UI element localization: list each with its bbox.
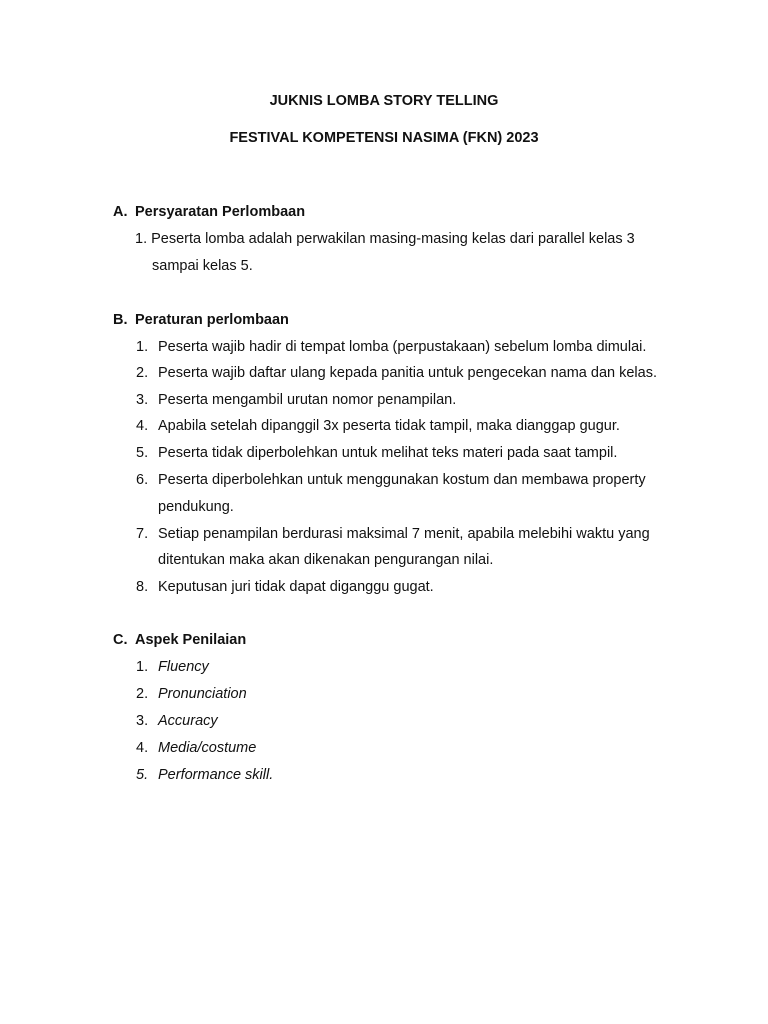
list-item [136, 740, 256, 756]
section-title: Peraturan perlombaan [135, 312, 289, 328]
item-text: Pronunciation [158, 686, 247, 702]
item-number: 4. [136, 740, 149, 756]
item-text: Setiap penampilan berdurasi maksimal 7 menit, apabila melebihi waktu yang [158, 526, 650, 542]
section-title: Aspek Penilaian [135, 632, 247, 648]
list-item [136, 526, 650, 542]
section-heading-c [113, 632, 246, 648]
list-item [136, 713, 218, 729]
section-title: Persyaratan Perlombaan [135, 204, 306, 220]
list-item-continuation: sampai kelas 5. [152, 258, 253, 274]
list-item [136, 339, 646, 355]
list-item [136, 767, 273, 783]
section-letter: A. [113, 204, 128, 220]
list-item-continuation: pendukung. [158, 499, 234, 515]
item-number: 2. [136, 365, 149, 381]
item-text: Keputusan juri tidak dapat diganggu gugat. [158, 579, 434, 595]
item-text: Accuracy [158, 713, 218, 729]
item-number: 1. [136, 339, 149, 355]
item-text: Peserta mengambil urutan nomor penampilan. [158, 392, 457, 408]
item-text: Media/costume [158, 740, 257, 756]
item-text: Fluency [158, 659, 209, 675]
document-title: JUKNIS LOMBA STORY TELLING [269, 93, 499, 109]
item-number: 3. [136, 392, 149, 408]
section-letter: B. [113, 312, 128, 328]
item-number: 3. [136, 713, 149, 729]
item-number: 1. [136, 659, 149, 675]
list-item [136, 418, 620, 434]
list-item [136, 472, 646, 488]
list-item [136, 579, 434, 595]
document-subtitle: FESTIVAL KOMPETENSI NASIMA (FKN) 2023 [229, 130, 539, 146]
item-text: Peserta diperbolehkan untuk menggunakan kostum dan membawa property [158, 472, 646, 488]
item-text: Peserta lomba adalah perwakilan masing-masing kelas dari parallel kelas 3 [151, 231, 635, 247]
list-item [136, 686, 247, 702]
item-number: 7. [136, 526, 149, 542]
item-text: Peserta tidak diperbolehkan untuk melihat teks materi pada saat tampil. [158, 445, 618, 461]
item-number: 8. [136, 579, 149, 595]
item-text: Performance skill. [158, 767, 274, 783]
section-heading-a [113, 204, 305, 220]
list-item [135, 231, 635, 247]
section-letter: C. [113, 632, 128, 648]
item-text: Apabila setelah dipanggil 3x peserta tidak tampil, maka dianggap gugur. [158, 418, 620, 434]
list-item [136, 365, 657, 381]
list-item [136, 445, 617, 461]
item-number: 4. [136, 418, 149, 434]
item-number: 5. [136, 445, 149, 461]
item-number: 1. [135, 231, 148, 247]
item-number: 5. [136, 767, 149, 783]
list-item-continuation: ditentukan maka akan dikenakan pengurangan nilai. [158, 552, 494, 568]
item-number: 2. [136, 686, 149, 702]
item-text: Peserta wajib daftar ulang kepada panitia untuk pengecekan nama dan kelas. [158, 365, 657, 381]
list-item [136, 392, 456, 408]
item-number: 6. [136, 472, 149, 488]
section-heading-b [113, 312, 289, 328]
item-text: Peserta wajib hadir di tempat lomba (perpustakaan) sebelum lomba dimulai. [158, 339, 647, 355]
list-item [136, 659, 209, 675]
